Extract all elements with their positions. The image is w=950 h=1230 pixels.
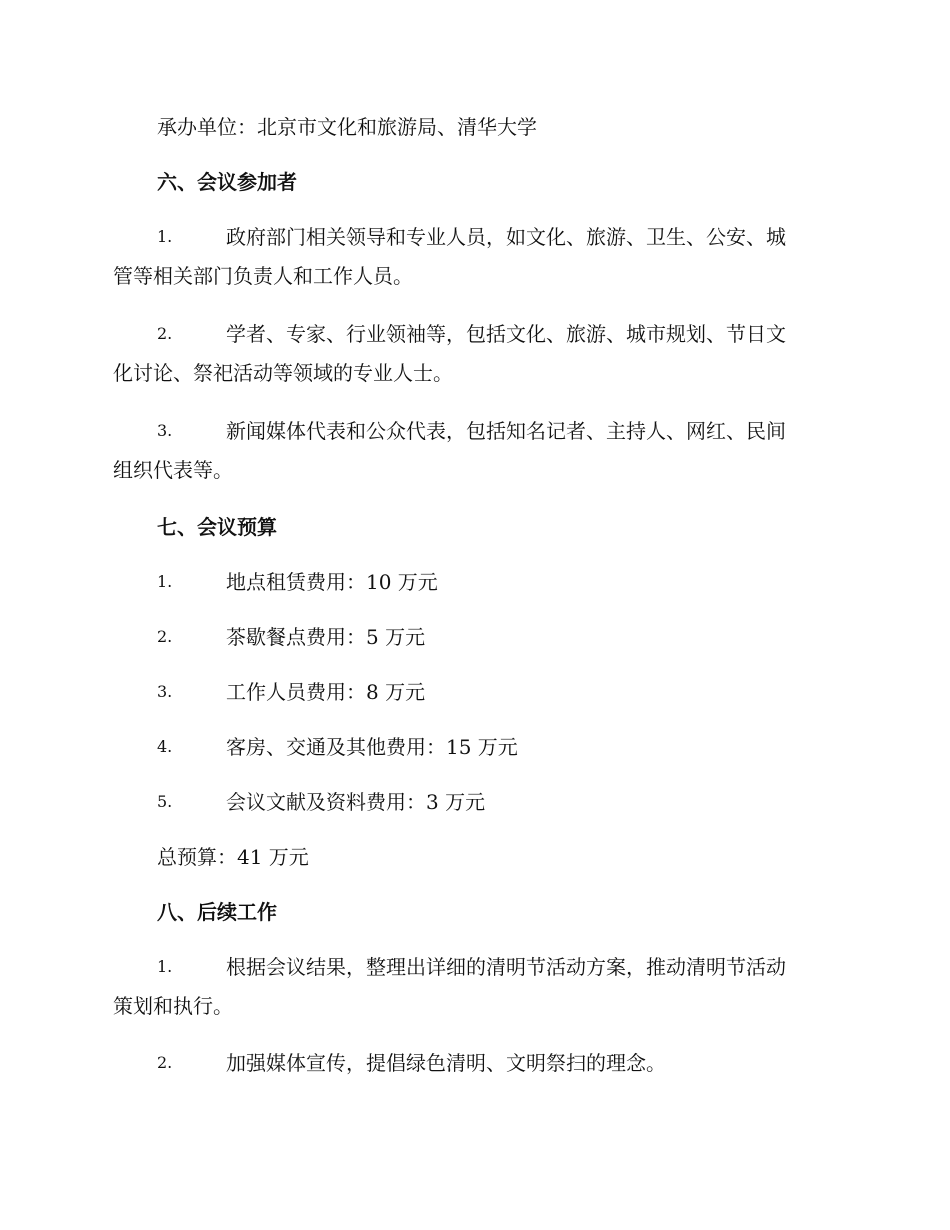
list-text: 会议文献及资料费用：3 万元 xyxy=(226,790,486,814)
list-number: 2. xyxy=(157,627,173,646)
section-heading-participants: 六、会议参加者 xyxy=(157,170,297,194)
list-text: 新闻媒体代表和公众代表，包括知名记者、主持人、网红、民间 xyxy=(226,419,786,443)
section-heading-followup: 八、后续工作 xyxy=(157,900,277,924)
list-number: 2. xyxy=(157,1053,173,1072)
list-text-continued: 策划和执行。 xyxy=(113,994,233,1018)
list-text: 学者、专家、行业领袖等，包括文化、旅游、城市规划、节日文 xyxy=(226,322,786,346)
list-text: 地点租赁费用：10 万元 xyxy=(226,570,438,594)
list-number: 3. xyxy=(157,421,173,440)
budget-total: 总预算：41 万元 xyxy=(157,845,309,869)
list-number: 2. xyxy=(157,324,173,343)
list-number: 1. xyxy=(157,227,173,246)
list-text: 加强媒体宣传，提倡绿色清明、文明祭扫的理念。 xyxy=(226,1051,666,1075)
list-number: 5. xyxy=(157,792,173,811)
organizer-line: 承办单位：北京市文化和旅游局、清华大学 xyxy=(157,115,537,139)
list-number: 1. xyxy=(157,957,173,976)
list-text: 客房、交通及其他费用：15 万元 xyxy=(226,735,518,759)
list-text-continued: 化讨论、祭祀活动等领域的专业人士。 xyxy=(113,361,453,385)
list-text: 工作人员费用：8 万元 xyxy=(226,680,426,704)
section-heading-budget: 七、会议预算 xyxy=(157,515,277,539)
list-text: 根据会议结果，整理出详细的清明节活动方案，推动清明节活动 xyxy=(226,955,786,979)
list-text-continued: 管等相关部门负责人和工作人员。 xyxy=(113,264,413,288)
list-text-continued: 组织代表等。 xyxy=(113,458,233,482)
list-number: 3. xyxy=(157,682,173,701)
list-text: 茶歇餐点费用：5 万元 xyxy=(226,625,426,649)
list-text: 政府部门相关领导和专业人员，如文化、旅游、卫生、公安、城 xyxy=(226,225,786,249)
list-number: 4. xyxy=(157,737,173,756)
list-number: 1. xyxy=(157,572,173,591)
